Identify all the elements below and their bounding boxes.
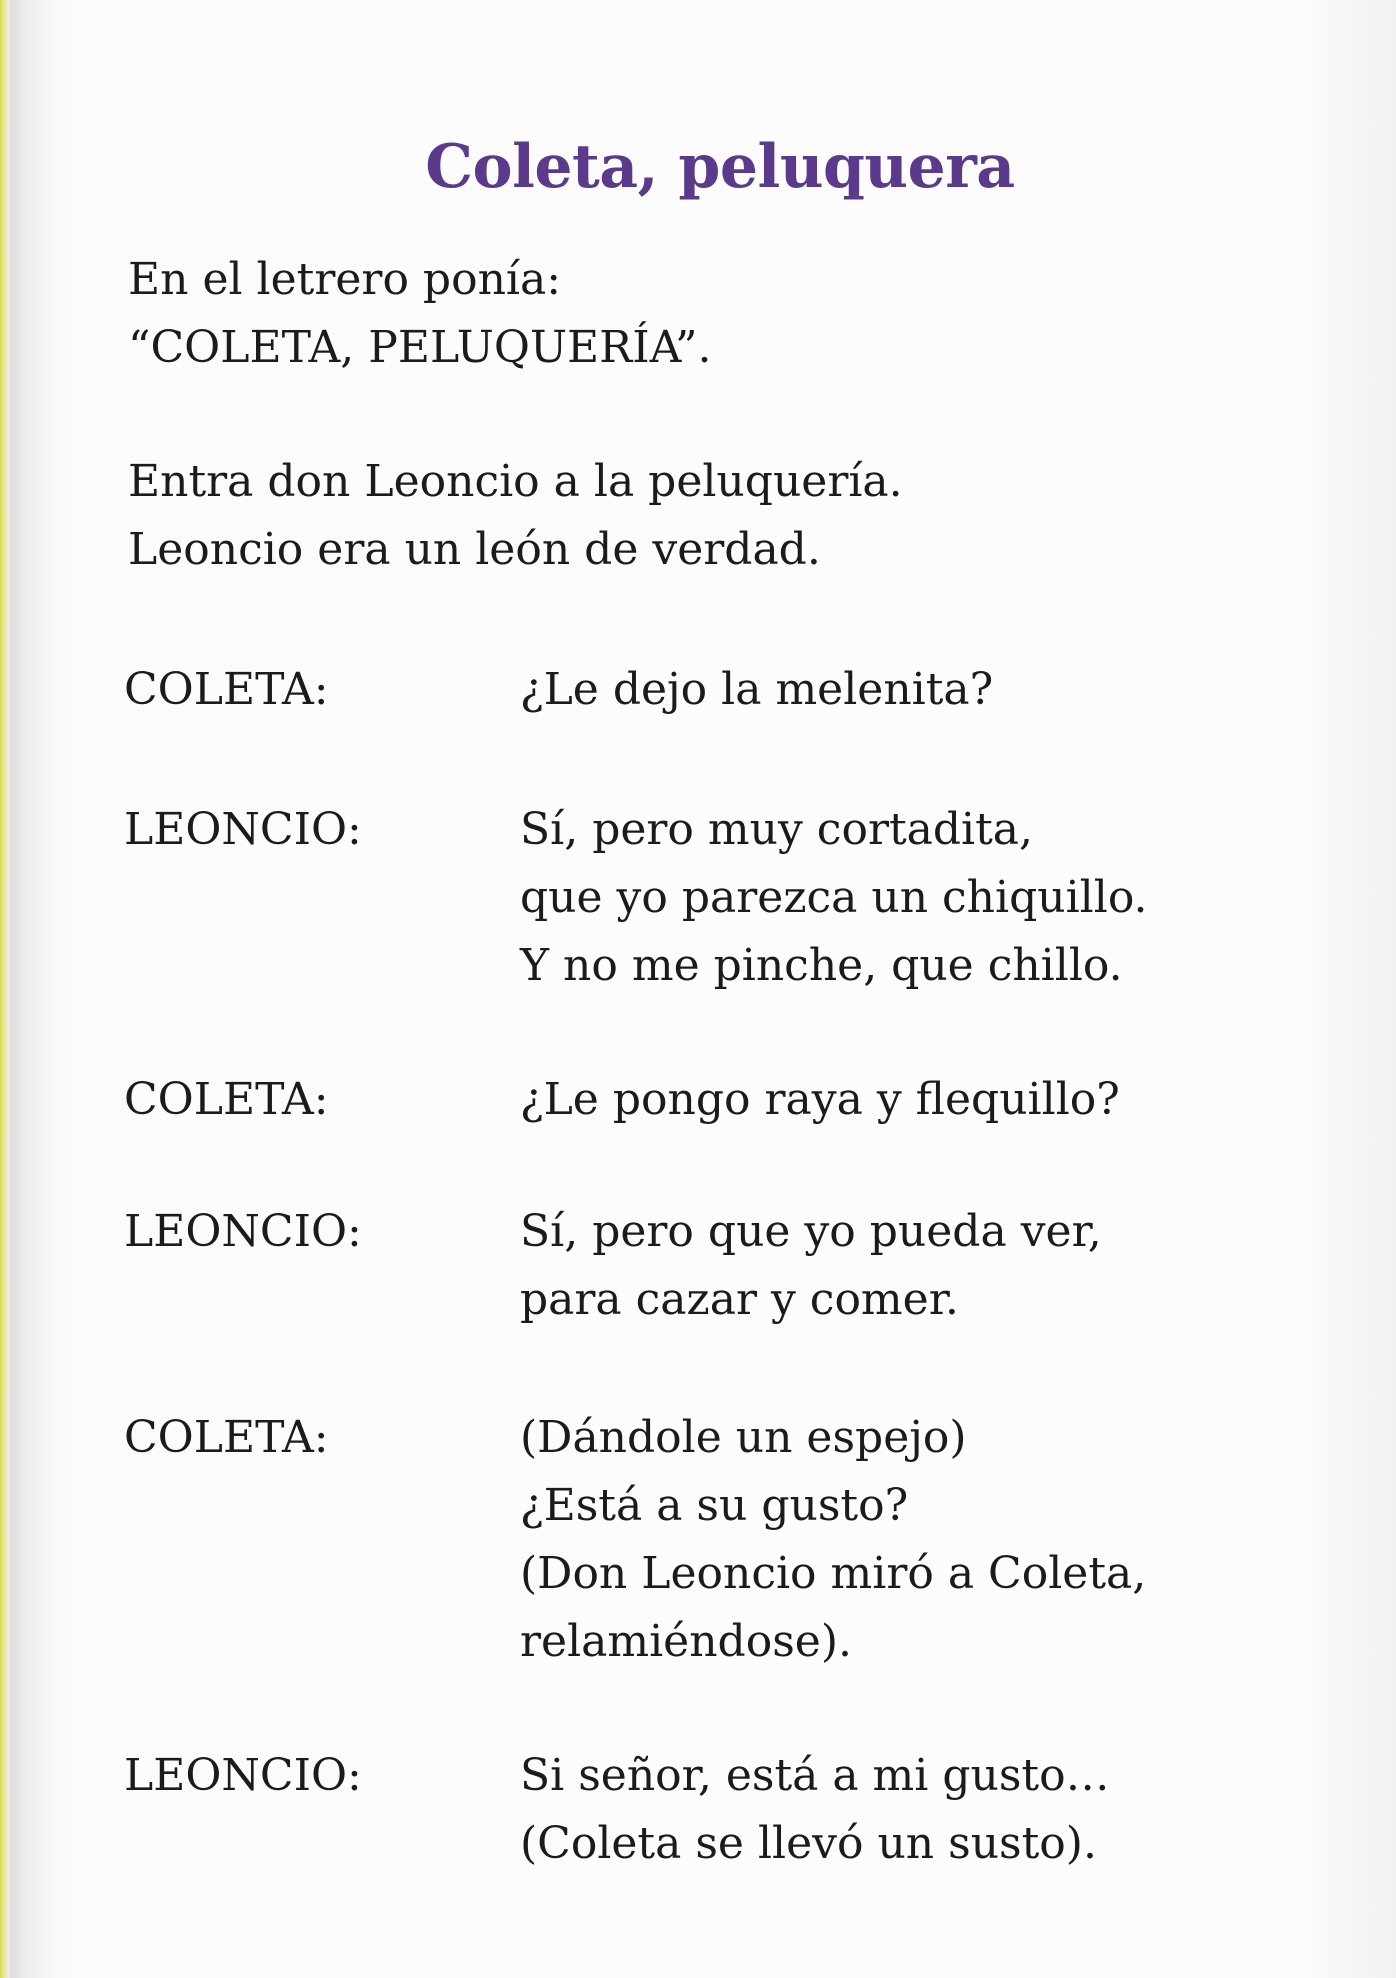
- speech-line: ¿Está a su gusto?: [520, 1480, 909, 1531]
- speech-line: Si señor, está a mi gusto…: [520, 1750, 1110, 1801]
- speaker-label: COLETA:: [124, 664, 329, 715]
- speech-line: Sí, pero muy cortadita,: [520, 804, 1034, 855]
- speech-line: que yo parezca un chiquillo.: [520, 872, 1148, 923]
- page-edge: [0, 0, 10, 1978]
- intro-paragraph: [128, 246, 711, 382]
- speaker-label: LEONCIO:: [124, 1750, 362, 1801]
- intro-line: Leoncio era un león de verdad.: [128, 524, 821, 575]
- intro-line: En el letrero ponía:: [128, 254, 562, 305]
- speech-line: Y no me pinche, que chillo.: [520, 940, 1123, 991]
- speaker-label: LEONCIO:: [124, 804, 362, 855]
- intro-line: “COLETA, PELUQUERÍA”.: [128, 322, 712, 373]
- speech-block: [520, 656, 993, 724]
- speech-line: (Don Leoncio miró a Coleta,: [520, 1548, 1147, 1599]
- speech-block: [520, 796, 1148, 1000]
- speech-line: para cazar y comer.: [520, 1274, 959, 1325]
- intro-line: Entra don Leoncio a la peluquería.: [128, 456, 903, 507]
- speech-line: relamiéndose).: [520, 1616, 852, 1667]
- speech-block: [520, 1404, 1146, 1676]
- page-fold-shadow: [10, 0, 50, 1978]
- speech-line: (Coleta se llevó un susto).: [520, 1818, 1097, 1869]
- speech-line: ¿Le pongo raya y flequillo?: [520, 1074, 1120, 1125]
- page-title: Coleta, peluquera: [425, 132, 1015, 202]
- speech-line: Sí, pero que yo pueda ver,: [520, 1206, 1102, 1257]
- speaker-label: COLETA:: [124, 1074, 329, 1125]
- speech-block: [520, 1742, 1110, 1878]
- speech-block: [520, 1066, 1120, 1134]
- intro-paragraph: [128, 448, 903, 584]
- speech-block: [520, 1198, 1102, 1334]
- speech-line: ¿Le dejo la melenita?: [520, 664, 994, 715]
- speech-line: (Dándole un espejo): [520, 1412, 967, 1463]
- speaker-label: LEONCIO:: [124, 1206, 362, 1257]
- speaker-label: COLETA:: [124, 1412, 329, 1463]
